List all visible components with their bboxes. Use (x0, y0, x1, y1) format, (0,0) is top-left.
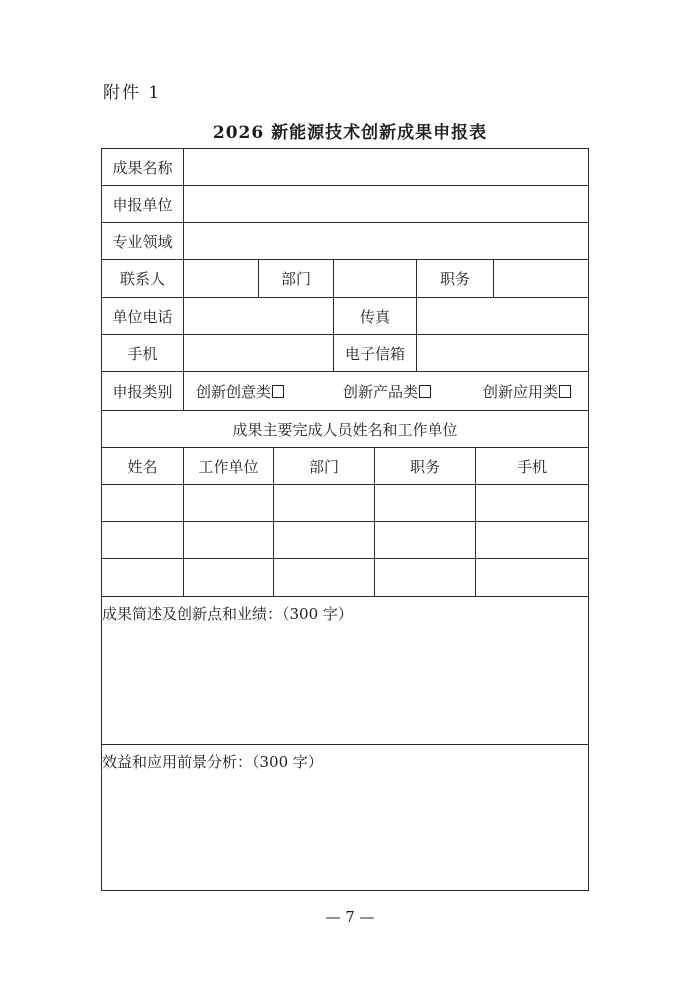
page-number: — 7 — (325, 908, 375, 926)
header-position: 职务 (409, 457, 440, 476)
achievement-name-input[interactable] (184, 149, 588, 185)
benefit-textarea[interactable] (102, 774, 588, 890)
row-divider (101, 596, 589, 597)
header-name: 姓名 (127, 457, 158, 476)
header-work-unit: 工作单位 (198, 457, 259, 476)
form-title: 2026 新能源技术创新成果申报表 (212, 123, 488, 143)
row-divider (101, 744, 589, 745)
mobile-label: 手机 (127, 344, 158, 363)
position-input[interactable] (494, 260, 588, 297)
applicant-unit-input[interactable] (184, 186, 588, 222)
position-label: 职务 (439, 270, 470, 288)
applicant-unit-label: 申报单位 (112, 195, 173, 214)
checkbox-icon[interactable] (272, 385, 284, 398)
field-input[interactable] (184, 223, 588, 259)
header-department: 部门 (308, 457, 339, 476)
checkbox-icon[interactable] (559, 385, 571, 398)
member-row[interactable] (102, 485, 588, 521)
contact-label: 联系人 (119, 270, 165, 288)
email-label: 电子信箱 (344, 344, 405, 363)
unit-phone-label: 单位电话 (112, 307, 173, 326)
checkbox-icon[interactable] (419, 385, 431, 398)
category-option-product[interactable] (343, 372, 431, 410)
category-option-application[interactable] (483, 372, 571, 410)
attachment-label: 附件 1 (103, 83, 162, 103)
header-mobile: 手机 (516, 457, 547, 476)
benefit-label: 效益和应用前景分析：（300 字） (102, 753, 323, 771)
email-input[interactable] (417, 335, 588, 371)
fax-label: 传真 (359, 307, 390, 326)
contact-input[interactable] (184, 260, 258, 297)
category-option-label: 创新产品类 (343, 382, 419, 401)
category-option-idea[interactable] (196, 372, 284, 410)
table-border-bottom (101, 890, 589, 891)
members-section-title: 成果主要完成人员姓名和工作单位 (232, 420, 458, 439)
category-label: 申报类别 (112, 382, 173, 401)
table-border-right (588, 148, 589, 891)
summary-textarea[interactable] (102, 626, 588, 744)
category-option-label: 创新应用类 (483, 382, 559, 401)
field-label: 专业领域 (112, 232, 173, 251)
member-row[interactable] (102, 522, 588, 558)
summary-label: 成果简述及创新点和业绩：（300 字） (102, 605, 353, 623)
member-row[interactable] (102, 559, 588, 596)
mobile-input[interactable] (184, 335, 333, 371)
department-label: 部门 (280, 270, 311, 288)
unit-phone-input[interactable] (184, 298, 333, 334)
category-option-label: 创新创意类 (196, 382, 272, 401)
achievement-name-label: 成果名称 (112, 158, 173, 177)
fax-input[interactable] (417, 298, 588, 334)
department-input[interactable] (334, 260, 416, 297)
